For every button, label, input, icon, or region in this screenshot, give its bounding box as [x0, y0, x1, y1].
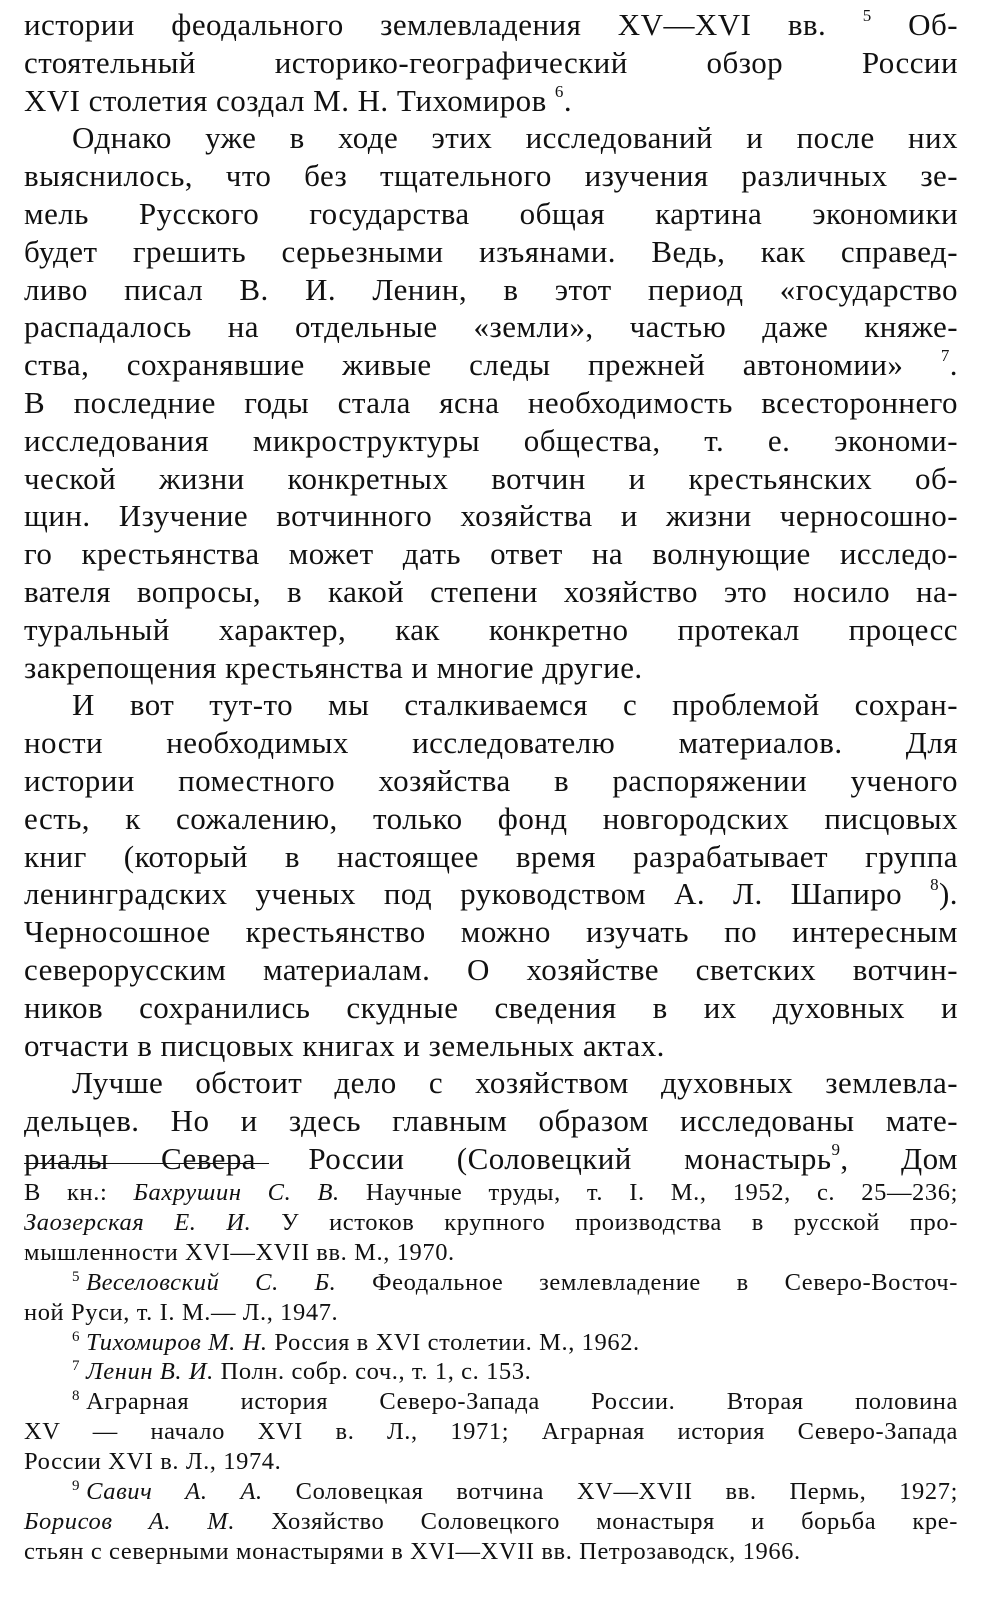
paragraph-2	[24, 119, 958, 686]
text-line: северорусским материалам. О хозяйстве светских вотчин-	[24, 951, 958, 987]
text-line: стьян с северными монастырями в XVI—XVII вв. Петрозаводск, 1966.	[24, 1537, 801, 1565]
footnote-7	[24, 1357, 958, 1387]
text-line: России XVI в. Л., 1974.	[24, 1448, 282, 1476]
text-span: XVI столетия создал М. Н. Тихомиров	[24, 82, 547, 118]
text-line: мышленности XVI—XVII вв. М., 1970.	[24, 1238, 455, 1266]
text-line: И вот тут-то мы сталкиваемся с проблемой сохран-	[72, 687, 958, 723]
text-line: распадалось на отдельные «земли», частью даже княже-	[24, 309, 958, 345]
author-name: Веселовский С. Б.	[86, 1268, 337, 1296]
text-line: исследования микроструктуры общества, т. е. экономи-	[24, 422, 958, 458]
paragraph-3	[24, 686, 958, 1064]
text-line: мель Русского государства общая картина экономики	[24, 195, 958, 231]
text-line: Лучше обстоит дело с хозяйством духовных землевла-	[72, 1065, 958, 1101]
footnote-ref-5[interactable]: 5	[862, 6, 872, 25]
text-line: истории поместного хозяйства в распоряжении ученого	[24, 762, 958, 798]
text-line: книг (который в настоящее время разрабатывает группа	[24, 838, 958, 874]
text-line	[24, 1387, 958, 1417]
text-line: ческой жизни конкретных вотчин и крестьянских об-	[24, 460, 958, 496]
footnote-6	[24, 1328, 958, 1358]
text-line	[24, 1357, 958, 1387]
text-span: Соловецкая вотчина XV—XVII вв. Пермь, 1927;	[295, 1478, 958, 1506]
text-span: истории феодального землевладения XV—XVI вв.	[24, 7, 827, 42]
footnotes	[24, 1178, 958, 1567]
paragraph-1	[24, 6, 958, 119]
footnote-8	[24, 1387, 958, 1477]
text-span: Дом	[900, 1140, 958, 1176]
author-name: Борисов А. М.	[24, 1507, 236, 1535]
footnote-5	[24, 1268, 958, 1328]
text-span: Феодальное землевладение в Северо-Восточ-	[372, 1268, 958, 1296]
text-line	[24, 1268, 958, 1298]
author-name: Заозерская Е. И.	[24, 1208, 252, 1236]
text-line	[24, 1178, 958, 1208]
footnote-separator	[24, 1163, 269, 1164]
footnote-mark: 5	[72, 1268, 81, 1285]
author-name: Тихомиров М. Н.	[86, 1328, 268, 1356]
text-span: Аграрная история Северо-Запада России. Вторая половина	[86, 1388, 958, 1416]
main-text	[24, 6, 958, 1178]
text-line: отчасти в писцовых книгах и земельных актах.	[24, 1027, 665, 1063]
paragraph-4	[24, 1064, 958, 1177]
text-line: будет грешить серьезными изъянами. Ведь, как справед-	[24, 233, 958, 269]
author-name: Савич А. А.	[86, 1478, 263, 1506]
text-span: Полн. собр. соч., т. 1, с. 153.	[220, 1358, 532, 1386]
text-line: щин. Изучение вотчинного хозяйства и жизни черносошно-	[24, 498, 958, 534]
text-span: ,	[840, 1140, 849, 1176]
text-span: Хозяйство Соловецкого монастыря и борьба кре-	[271, 1507, 958, 1535]
text-line: ства, сохранявшие живые следы прежней автономии» $^7$.	[24, 346, 958, 383]
text-line: вателя вопросы, в какой степени хозяйство это носило на-	[24, 573, 958, 609]
text-line	[24, 1507, 958, 1537]
text-line: го крестьянства может дать ответ на волнующие исследо-	[24, 536, 958, 572]
text-span: Об-	[908, 7, 959, 42]
text-span: У истоков крупного производства в русской про-	[281, 1208, 958, 1236]
text-line	[24, 1140, 958, 1178]
text-line: ной Руси, т. I. М.— Л., 1947.	[24, 1298, 339, 1326]
text-line	[24, 6, 958, 44]
text-line	[24, 875, 958, 913]
text-line: В последние годы стала ясна необходимость всестороннего	[24, 384, 958, 420]
text-span: ленинградских ученых под руководством А. Л. Шапиро	[24, 876, 903, 912]
footnote-mark: 6	[72, 1328, 81, 1345]
text-line: XV — начало XVI в. Л., 1971; Аграрная история Северо-Запада	[24, 1418, 958, 1446]
text-span: ).	[939, 876, 959, 912]
text-line	[24, 1477, 958, 1507]
author-name: Ленин В. И.	[86, 1358, 214, 1386]
text-line: Черносошное крестьянство можно изучать по интересным	[24, 914, 958, 950]
footnote-mark: 9	[72, 1478, 81, 1495]
text-line	[24, 1208, 958, 1238]
text-span: В кн.:	[24, 1179, 108, 1206]
text-line: закрепощения крестьянства и многие другие.	[24, 649, 643, 685]
text-span: Россия в XVI столетии. М., 1962.	[274, 1328, 640, 1356]
footnote-ref-6[interactable]: 6	[554, 81, 564, 101]
text-span: Научные труды, т. I. М., 1952, с. 25—236;	[365, 1179, 958, 1206]
footnote-mark: 7	[72, 1358, 81, 1375]
text-line: выяснилось, что без тщательного изучения различных зе-	[24, 158, 958, 194]
text-line: туральный характер, как конкретно протекал процесс	[24, 611, 958, 647]
text-line: дельцев. Но и здесь главным образом исследованы мате-	[24, 1103, 958, 1139]
footnote-mark: 8	[72, 1388, 81, 1405]
text-line: Однако уже в ходе этих исследований и после них	[72, 120, 958, 156]
footnote-ref-8[interactable]: 8	[930, 875, 940, 895]
text-line: ности необходимых исследователю материалов. Для	[24, 725, 958, 761]
text-line: XVI столетия создал М. Н. Тихомиров $^6$.	[24, 81, 573, 118]
footnote-9	[24, 1477, 958, 1567]
text-line: стоятельный историко-географический обзор России	[24, 44, 958, 80]
text-span: риалы Севера России (Соловецкий монастырь	[24, 1140, 832, 1176]
text-line: ников сохранились скудные сведения в их духовных и	[24, 989, 958, 1025]
text-line: ливо писал В. И. Ленин, в этот период «государство	[24, 271, 958, 307]
footnote-4-continued	[24, 1178, 958, 1268]
footnote-ref-9[interactable]: 9	[831, 1139, 841, 1159]
text-span: ства, сохранявшие живые следы прежней автономии»	[24, 347, 904, 383]
author-name: Бахрушин С. В.	[133, 1179, 340, 1206]
footnote-ref-7[interactable]: 7	[940, 346, 950, 366]
text-line	[24, 1328, 958, 1358]
text-line: есть, к сожалению, только фонд новгородских писцовых	[24, 800, 958, 836]
